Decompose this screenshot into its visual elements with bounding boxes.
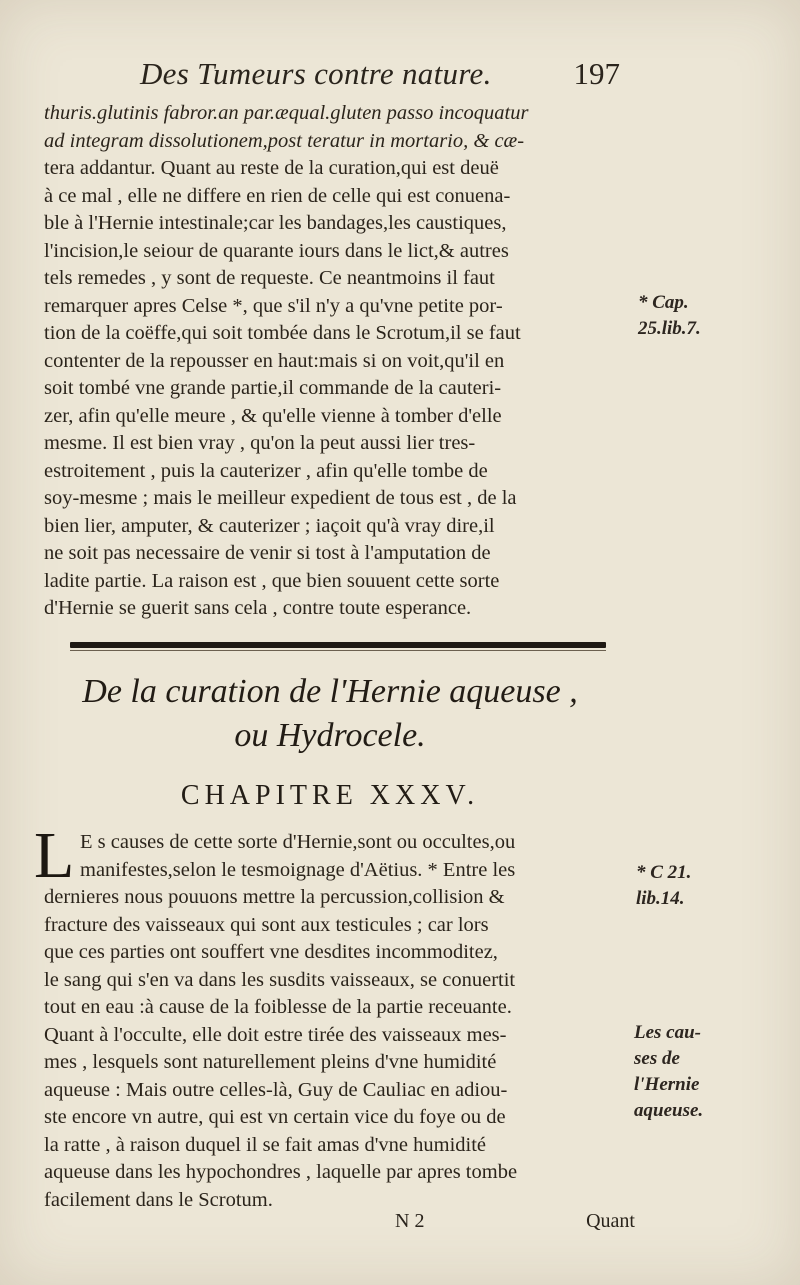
running-title: Des Tumeurs contre nature. [140, 56, 492, 91]
text-line: fracture des vaisseaux qui sont aux testicules ; car lors [44, 913, 489, 936]
text-line: thuris.glutinis fabror.an par.æqual.gluten passo incoquatur [44, 102, 529, 124]
text-line: mesme. Il est bien vray , qu'on la peut aussi lier tres- [44, 432, 476, 454]
catchword: Quant [586, 1210, 635, 1232]
text-line: d'Hernie se guerit sans cela , contre toute esperance. [44, 597, 472, 619]
margin-note-line: * Cap. [638, 292, 689, 313]
text-line: contenter de la repousser en haut:mais si on voit,qu'il en [44, 349, 505, 372]
page-number: 197 [573, 56, 620, 91]
text-line: la ratte , à raison duquel il se fait amas d'vne humidité [44, 1133, 487, 1156]
text-line: tout en eau :à cause de la foiblesse de la partie receuante. [44, 996, 512, 1018]
text-line: ladite partie. La raison est , que bien souuent cette sorte [44, 569, 500, 592]
text-line: aqueuse dans les hypochondres , laquelle par apres tombe [44, 1161, 518, 1183]
text-line: tion de la coëffe,qui soit tombée dans le Scrotum,il se faut [44, 322, 521, 344]
heading-line: ou Hydrocele. [234, 717, 426, 754]
margin-note-line: * C 21. [636, 862, 692, 883]
margin-note-line: 25.lib.7. [638, 318, 701, 339]
section-divider-thin [70, 650, 606, 651]
text-line: aqueuse : Mais outre celles-là, Guy de Cauliac en adiou- [44, 1078, 508, 1101]
text-line: ste encore vn autre, qui est vn certain vice du foye ou de [44, 1106, 506, 1128]
signature-mark: N 2 [395, 1210, 425, 1232]
top-paragraph [44, 100, 624, 623]
text-line: Quant à l'occulte, elle doit estre tirée des vaisseaux mes- [44, 1023, 507, 1046]
text-line: soy-mesme ; mais le meilleur expedient de tous est , de la [44, 487, 517, 509]
text-line: ne soit pas necessaire de venir si tost à l'amputation de [44, 542, 491, 564]
text-line: à ce mal , elle ne differe en rien de celle qui est conuena- [44, 184, 511, 207]
text-line: que ces parties ont souffert vne desdites incommoditez, [44, 941, 498, 963]
text-line: ble à l'Hernie intestinale;car les bandages,les caustiques, [44, 212, 507, 234]
text-line: le sang qui s'en va dans les susdits vaisseaux, se conuertit [44, 968, 516, 991]
section-heading [40, 670, 620, 758]
margin-note-line: l'Hernie [634, 1074, 700, 1095]
text-line: ad integram dissolutionem,post teratur in mortario, & cæ- [44, 129, 525, 152]
margin-note-line: aqueuse. [634, 1100, 704, 1121]
text-line: l'incision,le seiour de quarante iours dans le lict,& autres [44, 239, 509, 262]
heading-line: De la curation de l'Hernie aqueuse , [82, 673, 578, 710]
text-line: facilement dans le Scrotum. [44, 1188, 273, 1211]
text-line: zer, afin qu'elle meure , & qu'elle vienne à tomber d'elle [44, 404, 502, 427]
margin-note-line: ses de [634, 1048, 680, 1069]
text-line: tera addantur. Quant au reste de la curation,qui est deuë [44, 157, 499, 179]
text-line: remarquer apres Celse *, que s'il n'y a qu'vne petite por- [44, 294, 503, 317]
text-line: manifestes,selon le tesmoignage d'Aëtius. * Entre les [80, 858, 516, 881]
margin-note-line: Les cau- [634, 1022, 702, 1043]
margin-note-aetius [636, 860, 691, 912]
running-head [140, 56, 620, 96]
text-line: tels remedes , y sont de requeste. Ce neantmoins il faut [44, 267, 495, 289]
text-line: dernieres nous pouuons mettre la percussion,collision & [44, 886, 505, 908]
chapter-paragraph [44, 829, 624, 1214]
text-line: soit tombé vne grande partie,il commande de la cauteri- [44, 377, 502, 399]
page-footer [395, 1210, 635, 1240]
text-line: E s causes de cette sorte d'Hernie,sont ou occultes,ou [80, 831, 516, 853]
text-line: estroitement , puis la cauterizer , afin qu'elle tombe de [44, 459, 488, 482]
chapter-label: CHAPITRE XXXV. [180, 780, 480, 811]
margin-note-line: lib.14. [636, 888, 685, 909]
margin-note-causes [634, 1020, 703, 1124]
text-line: bien lier, amputer, & cauterizer ; iaçoit qu'à vray dire,il [44, 514, 495, 537]
section-divider [70, 642, 606, 648]
drop-cap: L [34, 819, 75, 892]
text-line: mes , lesquels sont naturellement pleins d'vne humidité [44, 1051, 497, 1073]
margin-note-celse [638, 290, 701, 342]
